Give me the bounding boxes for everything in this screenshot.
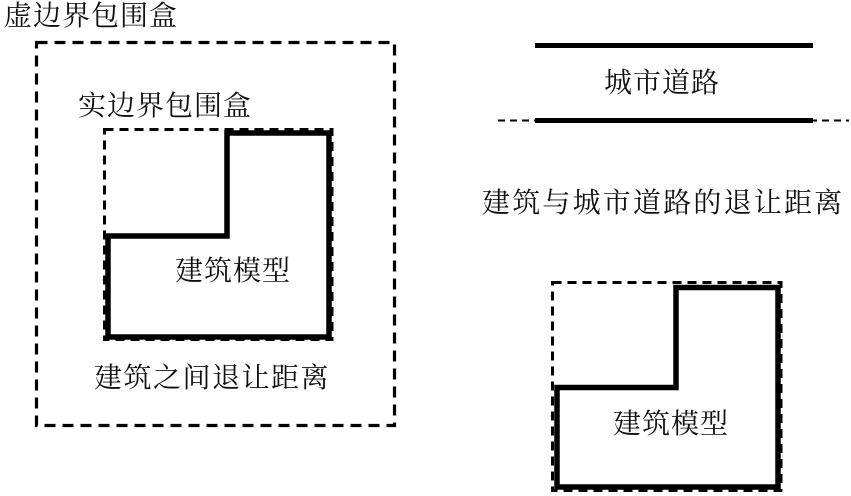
building-model-right-outline xyxy=(557,288,778,488)
building-setback-label: 建筑之间退让距离 xyxy=(94,363,331,394)
solid-boundary-box-label: 实边界包围盒 xyxy=(78,91,253,122)
virtual-boundary-box-label: 虚边界包围盒 xyxy=(4,1,179,32)
building-model-label-right: 建筑模型 xyxy=(613,409,730,440)
building-model-label-left: 建筑模型 xyxy=(175,256,292,287)
road-setback-label: 建筑与城市道路的退让距离 xyxy=(482,188,845,219)
urban-road-label: 城市道路 xyxy=(604,68,721,99)
building-model-left-outline xyxy=(108,133,329,337)
